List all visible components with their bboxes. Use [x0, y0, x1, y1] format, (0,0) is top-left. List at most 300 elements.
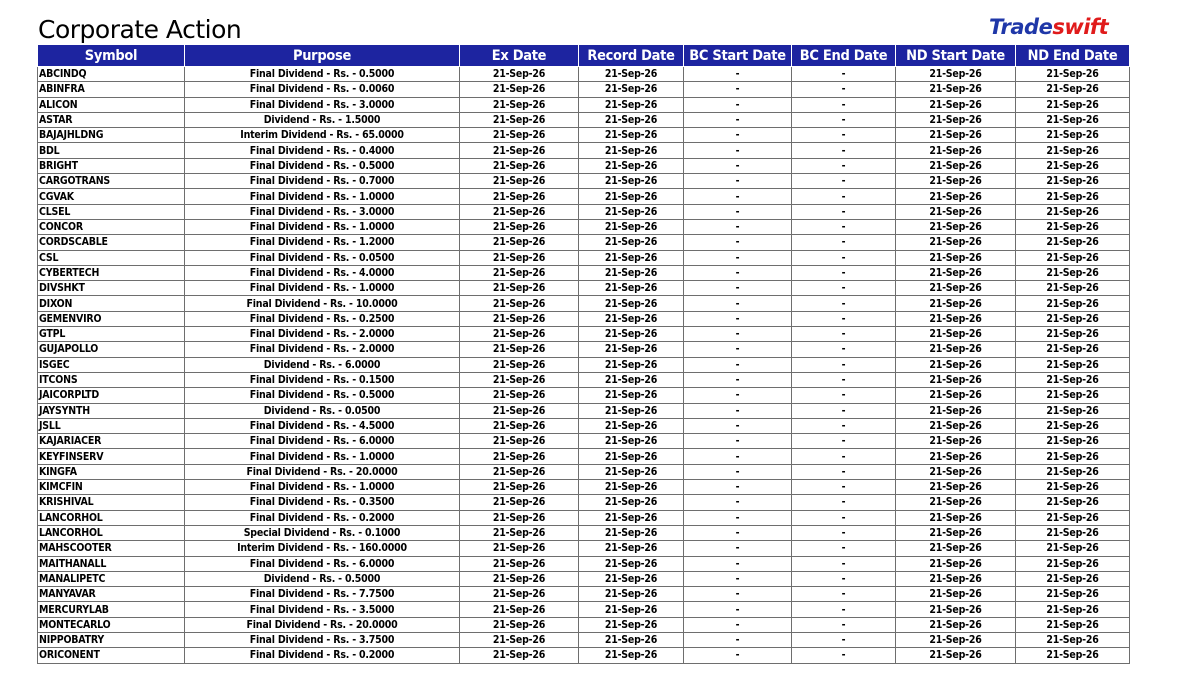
table-header-row — [38, 45, 1130, 67]
nd-end-date-cell: 21-Sep-26 — [1016, 571, 1130, 586]
record-date-cell: 21-Sep-26 — [579, 158, 684, 173]
nd-end-date-cell: 21-Sep-26 — [1016, 281, 1130, 296]
bc-start-date-cell: - — [684, 403, 792, 418]
ex-date-cell: 21-Sep-26 — [460, 388, 579, 403]
record-date-cell: 21-Sep-26 — [579, 434, 684, 449]
symbol-cell: DIVSHKT — [38, 281, 185, 296]
nd-start-date-cell: 21-Sep-26 — [896, 372, 1016, 387]
symbol-cell: BDL — [38, 143, 185, 158]
symbol-cell: MERCURYLAB — [38, 602, 185, 617]
ex-date-cell: 21-Sep-26 — [460, 418, 579, 433]
symbol-cell: KRISHIVAL — [38, 495, 185, 510]
purpose-cell: Final Dividend - Rs. - 6.0000 — [185, 434, 460, 449]
symbol-cell: GTPL — [38, 327, 185, 342]
table-row — [38, 480, 1130, 495]
record-date-cell: 21-Sep-26 — [579, 311, 684, 326]
table-row — [38, 632, 1130, 647]
bc-end-date-cell: - — [792, 357, 896, 372]
bc-start-date-cell: - — [684, 418, 792, 433]
bc-start-date-cell: - — [684, 434, 792, 449]
symbol-cell: NIPPOBATRY — [38, 632, 185, 647]
nd-end-date-cell: 21-Sep-26 — [1016, 617, 1130, 632]
record-date-cell: 21-Sep-26 — [579, 510, 684, 525]
bc-start-date-cell: - — [684, 357, 792, 372]
bc-end-date-cell: - — [792, 219, 896, 234]
bc-end-date-cell: - — [792, 174, 896, 189]
record-date-cell: 21-Sep-26 — [579, 204, 684, 219]
bc-start-date-cell: - — [684, 602, 792, 617]
ex-date-cell: 21-Sep-26 — [460, 82, 579, 97]
ex-date-cell: 21-Sep-26 — [460, 281, 579, 296]
brand-logo-accent: swift — [1052, 15, 1109, 39]
nd-start-date-cell: 21-Sep-26 — [896, 648, 1016, 663]
table-row — [38, 97, 1130, 112]
nd-end-date-cell: 21-Sep-26 — [1016, 128, 1130, 143]
record-date-cell: 21-Sep-26 — [579, 67, 684, 82]
nd-end-date-cell: 21-Sep-26 — [1016, 250, 1130, 265]
record-date-cell: 21-Sep-26 — [579, 342, 684, 357]
nd-start-date-cell: 21-Sep-26 — [896, 556, 1016, 571]
bc-start-date-cell: - — [684, 388, 792, 403]
nd-start-date-cell: 21-Sep-26 — [896, 219, 1016, 234]
nd-start-date-cell: 21-Sep-26 — [896, 541, 1016, 556]
bc-start-date-cell: - — [684, 204, 792, 219]
table-row — [38, 388, 1130, 403]
bc-end-date-cell: - — [792, 434, 896, 449]
record-date-cell: 21-Sep-26 — [579, 464, 684, 479]
nd-start-date-cell: 21-Sep-26 — [896, 449, 1016, 464]
record-date-cell: 21-Sep-26 — [579, 189, 684, 204]
nd-end-date-cell: 21-Sep-26 — [1016, 296, 1130, 311]
table-row — [38, 357, 1130, 372]
record-date-cell: 21-Sep-26 — [579, 632, 684, 647]
bc-start-date-cell: - — [684, 67, 792, 82]
nd-start-date-cell: 21-Sep-26 — [896, 342, 1016, 357]
ex-date-cell: 21-Sep-26 — [460, 158, 579, 173]
purpose-cell: Final Dividend - Rs. - 1.0000 — [185, 189, 460, 204]
bc-start-date-cell: - — [684, 327, 792, 342]
bc-end-date-cell: - — [792, 97, 896, 112]
nd-end-date-cell: 21-Sep-26 — [1016, 510, 1130, 525]
purpose-cell: Final Dividend - Rs. - 20.0000 — [185, 464, 460, 479]
table-row — [38, 235, 1130, 250]
ex-date-cell: 21-Sep-26 — [460, 464, 579, 479]
bc-start-date-cell: - — [684, 265, 792, 280]
purpose-cell: Final Dividend - Rs. - 0.3500 — [185, 495, 460, 510]
table-row — [38, 495, 1130, 510]
bc-end-date-cell: - — [792, 265, 896, 280]
ex-date-cell: 21-Sep-26 — [460, 648, 579, 663]
ex-date-cell: 21-Sep-26 — [460, 525, 579, 540]
nd-start-date-cell: 21-Sep-26 — [896, 235, 1016, 250]
bc-start-date-cell: - — [684, 571, 792, 586]
table-row — [38, 587, 1130, 602]
bc-end-date-cell: - — [792, 525, 896, 540]
corporate-action-table — [37, 44, 1130, 664]
nd-end-date-cell: 21-Sep-26 — [1016, 311, 1130, 326]
ex-date-cell: 21-Sep-26 — [460, 541, 579, 556]
bc-start-date-cell: - — [684, 311, 792, 326]
symbol-cell: JSLL — [38, 418, 185, 433]
record-date-cell: 21-Sep-26 — [579, 219, 684, 234]
ex-date-cell: 21-Sep-26 — [460, 174, 579, 189]
bc-end-date-cell: - — [792, 128, 896, 143]
column-header-nd-end-date: ND End Date — [1016, 45, 1130, 67]
bc-start-date-cell: - — [684, 556, 792, 571]
symbol-cell: ISGEC — [38, 357, 185, 372]
brand-logo-main: Trade — [989, 15, 1053, 39]
symbol-cell: LANCORHOL — [38, 510, 185, 525]
bc-end-date-cell: - — [792, 602, 896, 617]
nd-end-date-cell: 21-Sep-26 — [1016, 67, 1130, 82]
nd-end-date-cell: 21-Sep-26 — [1016, 464, 1130, 479]
table-row — [38, 510, 1130, 525]
ex-date-cell: 21-Sep-26 — [460, 311, 579, 326]
record-date-cell: 21-Sep-26 — [579, 327, 684, 342]
bc-end-date-cell: - — [792, 464, 896, 479]
nd-end-date-cell: 21-Sep-26 — [1016, 327, 1130, 342]
record-date-cell: 21-Sep-26 — [579, 648, 684, 663]
bc-end-date-cell: - — [792, 495, 896, 510]
bc-start-date-cell: - — [684, 112, 792, 127]
table-row — [38, 158, 1130, 173]
symbol-cell: MAITHANALL — [38, 556, 185, 571]
record-date-cell: 21-Sep-26 — [579, 143, 684, 158]
ex-date-cell: 21-Sep-26 — [460, 219, 579, 234]
purpose-cell: Final Dividend - Rs. - 3.7500 — [185, 632, 460, 647]
record-date-cell: 21-Sep-26 — [579, 357, 684, 372]
nd-end-date-cell: 21-Sep-26 — [1016, 449, 1130, 464]
symbol-cell: ORICONENT — [38, 648, 185, 663]
nd-end-date-cell: 21-Sep-26 — [1016, 112, 1130, 127]
nd-end-date-cell: 21-Sep-26 — [1016, 219, 1130, 234]
bc-start-date-cell: - — [684, 143, 792, 158]
nd-start-date-cell: 21-Sep-26 — [896, 128, 1016, 143]
symbol-cell: CARGOTRANS — [38, 174, 185, 189]
nd-end-date-cell: 21-Sep-26 — [1016, 174, 1130, 189]
nd-start-date-cell: 21-Sep-26 — [896, 311, 1016, 326]
record-date-cell: 21-Sep-26 — [579, 250, 684, 265]
purpose-cell: Final Dividend - Rs. - 0.0500 — [185, 250, 460, 265]
ex-date-cell: 21-Sep-26 — [460, 556, 579, 571]
bc-end-date-cell: - — [792, 189, 896, 204]
record-date-cell: 21-Sep-26 — [579, 174, 684, 189]
nd-end-date-cell: 21-Sep-26 — [1016, 480, 1130, 495]
column-header-purpose: Purpose — [185, 45, 460, 67]
bc-end-date-cell: - — [792, 82, 896, 97]
purpose-cell: Final Dividend - Rs. - 20.0000 — [185, 617, 460, 632]
nd-end-date-cell: 21-Sep-26 — [1016, 632, 1130, 647]
nd-start-date-cell: 21-Sep-26 — [896, 617, 1016, 632]
bc-end-date-cell: - — [792, 296, 896, 311]
symbol-cell: CLSEL — [38, 204, 185, 219]
ex-date-cell: 21-Sep-26 — [460, 265, 579, 280]
nd-start-date-cell: 21-Sep-26 — [896, 189, 1016, 204]
purpose-cell: Final Dividend - Rs. - 0.0060 — [185, 82, 460, 97]
bc-end-date-cell: - — [792, 648, 896, 663]
table-row — [38, 143, 1130, 158]
purpose-cell: Final Dividend - Rs. - 6.0000 — [185, 556, 460, 571]
nd-start-date-cell: 21-Sep-26 — [896, 434, 1016, 449]
record-date-cell: 21-Sep-26 — [579, 571, 684, 586]
record-date-cell: 21-Sep-26 — [579, 617, 684, 632]
bc-start-date-cell: - — [684, 632, 792, 647]
symbol-cell: BRIGHT — [38, 158, 185, 173]
purpose-cell: Final Dividend - Rs. - 2.0000 — [185, 327, 460, 342]
nd-start-date-cell: 21-Sep-26 — [896, 480, 1016, 495]
purpose-cell: Final Dividend - Rs. - 4.5000 — [185, 418, 460, 433]
ex-date-cell: 21-Sep-26 — [460, 403, 579, 418]
record-date-cell: 21-Sep-26 — [579, 128, 684, 143]
nd-start-date-cell: 21-Sep-26 — [896, 571, 1016, 586]
nd-end-date-cell: 21-Sep-26 — [1016, 495, 1130, 510]
ex-date-cell: 21-Sep-26 — [460, 235, 579, 250]
nd-end-date-cell: 21-Sep-26 — [1016, 265, 1130, 280]
nd-start-date-cell: 21-Sep-26 — [896, 82, 1016, 97]
ex-date-cell: 21-Sep-26 — [460, 250, 579, 265]
table-row — [38, 602, 1130, 617]
bc-start-date-cell: - — [684, 495, 792, 510]
record-date-cell: 21-Sep-26 — [579, 541, 684, 556]
record-date-cell: 21-Sep-26 — [579, 602, 684, 617]
bc-start-date-cell: - — [684, 342, 792, 357]
purpose-cell: Final Dividend - Rs. - 3.0000 — [185, 97, 460, 112]
column-header-nd-start-date: ND Start Date — [896, 45, 1016, 67]
symbol-cell: CSL — [38, 250, 185, 265]
bc-end-date-cell: - — [792, 311, 896, 326]
bc-start-date-cell: - — [684, 296, 792, 311]
purpose-cell: Dividend - Rs. - 0.5000 — [185, 571, 460, 586]
purpose-cell: Special Dividend - Rs. - 0.1000 — [185, 525, 460, 540]
bc-start-date-cell: - — [684, 128, 792, 143]
purpose-cell: Final Dividend - Rs. - 0.4000 — [185, 143, 460, 158]
nd-end-date-cell: 21-Sep-26 — [1016, 434, 1130, 449]
record-date-cell: 21-Sep-26 — [579, 372, 684, 387]
ex-date-cell: 21-Sep-26 — [460, 617, 579, 632]
ex-date-cell: 21-Sep-26 — [460, 128, 579, 143]
nd-end-date-cell: 21-Sep-26 — [1016, 525, 1130, 540]
nd-start-date-cell: 21-Sep-26 — [896, 67, 1016, 82]
bc-start-date-cell: - — [684, 587, 792, 602]
bc-end-date-cell: - — [792, 158, 896, 173]
bc-end-date-cell: - — [792, 632, 896, 647]
purpose-cell: Final Dividend - Rs. - 0.5000 — [185, 388, 460, 403]
nd-start-date-cell: 21-Sep-26 — [896, 250, 1016, 265]
ex-date-cell: 21-Sep-26 — [460, 510, 579, 525]
bc-end-date-cell: - — [792, 541, 896, 556]
ex-date-cell: 21-Sep-26 — [460, 571, 579, 586]
symbol-cell: KEYFINSERV — [38, 449, 185, 464]
purpose-cell: Final Dividend - Rs. - 0.2500 — [185, 311, 460, 326]
table-row — [38, 128, 1130, 143]
bc-end-date-cell: - — [792, 418, 896, 433]
bc-start-date-cell: - — [684, 250, 792, 265]
table-row — [38, 372, 1130, 387]
purpose-cell: Final Dividend - Rs. - 3.0000 — [185, 204, 460, 219]
bc-start-date-cell: - — [684, 648, 792, 663]
table-row — [38, 327, 1130, 342]
purpose-cell: Final Dividend - Rs. - 3.5000 — [185, 602, 460, 617]
nd-start-date-cell: 21-Sep-26 — [896, 602, 1016, 617]
nd-start-date-cell: 21-Sep-26 — [896, 327, 1016, 342]
symbol-cell: MANYAVAR — [38, 587, 185, 602]
purpose-cell: Final Dividend - Rs. - 1.0000 — [185, 219, 460, 234]
nd-start-date-cell: 21-Sep-26 — [896, 112, 1016, 127]
column-header-symbol: Symbol — [38, 45, 185, 67]
bc-start-date-cell: - — [684, 510, 792, 525]
nd-end-date-cell: 21-Sep-26 — [1016, 342, 1130, 357]
column-header-bc-start-date: BC Start Date — [684, 45, 792, 67]
symbol-cell: KIMCFIN — [38, 480, 185, 495]
table-row — [38, 311, 1130, 326]
nd-end-date-cell: 21-Sep-26 — [1016, 372, 1130, 387]
symbol-cell: KAJARIACER — [38, 434, 185, 449]
record-date-cell: 21-Sep-26 — [579, 281, 684, 296]
record-date-cell: 21-Sep-26 — [579, 556, 684, 571]
purpose-cell: Final Dividend - Rs. - 0.7000 — [185, 174, 460, 189]
bc-end-date-cell: - — [792, 480, 896, 495]
bc-start-date-cell: - — [684, 189, 792, 204]
nd-start-date-cell: 21-Sep-26 — [896, 158, 1016, 173]
symbol-cell: JAYSYNTH — [38, 403, 185, 418]
nd-start-date-cell: 21-Sep-26 — [896, 403, 1016, 418]
nd-end-date-cell: 21-Sep-26 — [1016, 556, 1130, 571]
symbol-cell: KINGFA — [38, 464, 185, 479]
ex-date-cell: 21-Sep-26 — [460, 97, 579, 112]
column-header-ex-date: Ex Date — [460, 45, 579, 67]
nd-start-date-cell: 21-Sep-26 — [896, 632, 1016, 647]
nd-start-date-cell: 21-Sep-26 — [896, 587, 1016, 602]
nd-end-date-cell: 21-Sep-26 — [1016, 82, 1130, 97]
bc-start-date-cell: - — [684, 372, 792, 387]
brand-logo — [989, 12, 1108, 42]
nd-start-date-cell: 21-Sep-26 — [896, 204, 1016, 219]
purpose-cell: Final Dividend - Rs. - 0.2000 — [185, 648, 460, 663]
table-row — [38, 265, 1130, 280]
ex-date-cell: 21-Sep-26 — [460, 143, 579, 158]
bc-end-date-cell: - — [792, 143, 896, 158]
bc-end-date-cell: - — [792, 235, 896, 250]
nd-start-date-cell: 21-Sep-26 — [896, 174, 1016, 189]
bc-end-date-cell: - — [792, 510, 896, 525]
symbol-cell: JAICORPLTD — [38, 388, 185, 403]
ex-date-cell: 21-Sep-26 — [460, 587, 579, 602]
symbol-cell: ITCONS — [38, 372, 185, 387]
table-row — [38, 250, 1130, 265]
bc-start-date-cell: - — [684, 158, 792, 173]
nd-start-date-cell: 21-Sep-26 — [896, 265, 1016, 280]
nd-end-date-cell: 21-Sep-26 — [1016, 587, 1130, 602]
table-row — [38, 296, 1130, 311]
record-date-cell: 21-Sep-26 — [579, 97, 684, 112]
nd-end-date-cell: 21-Sep-26 — [1016, 189, 1130, 204]
bc-end-date-cell: - — [792, 571, 896, 586]
bc-end-date-cell: - — [792, 372, 896, 387]
nd-end-date-cell: 21-Sep-26 — [1016, 158, 1130, 173]
ex-date-cell: 21-Sep-26 — [460, 632, 579, 647]
purpose-cell: Final Dividend - Rs. - 1.0000 — [185, 449, 460, 464]
ex-date-cell: 21-Sep-26 — [460, 449, 579, 464]
nd-start-date-cell: 21-Sep-26 — [896, 418, 1016, 433]
nd-start-date-cell: 21-Sep-26 — [896, 464, 1016, 479]
record-date-cell: 21-Sep-26 — [579, 403, 684, 418]
purpose-cell: Final Dividend - Rs. - 0.2000 — [185, 510, 460, 525]
symbol-cell: MANALIPETC — [38, 571, 185, 586]
bc-start-date-cell: - — [684, 617, 792, 632]
purpose-cell: Interim Dividend - Rs. - 65.0000 — [185, 128, 460, 143]
bc-end-date-cell: - — [792, 281, 896, 296]
purpose-cell: Final Dividend - Rs. - 0.1500 — [185, 372, 460, 387]
nd-start-date-cell: 21-Sep-26 — [896, 525, 1016, 540]
bc-end-date-cell: - — [792, 449, 896, 464]
nd-end-date-cell: 21-Sep-26 — [1016, 357, 1130, 372]
record-date-cell: 21-Sep-26 — [579, 296, 684, 311]
purpose-cell: Interim Dividend - Rs. - 160.0000 — [185, 541, 460, 556]
bc-start-date-cell: - — [684, 449, 792, 464]
nd-end-date-cell: 21-Sep-26 — [1016, 602, 1130, 617]
symbol-cell: ASTAR — [38, 112, 185, 127]
record-date-cell: 21-Sep-26 — [579, 418, 684, 433]
symbol-cell: ALICON — [38, 97, 185, 112]
purpose-cell: Dividend - Rs. - 1.5000 — [185, 112, 460, 127]
ex-date-cell: 21-Sep-26 — [460, 112, 579, 127]
ex-date-cell: 21-Sep-26 — [460, 602, 579, 617]
record-date-cell: 21-Sep-26 — [579, 587, 684, 602]
table-row — [38, 342, 1130, 357]
table-row — [38, 281, 1130, 296]
bc-end-date-cell: - — [792, 388, 896, 403]
table-row — [38, 189, 1130, 204]
nd-end-date-cell: 21-Sep-26 — [1016, 143, 1130, 158]
nd-end-date-cell: 21-Sep-26 — [1016, 418, 1130, 433]
nd-start-date-cell: 21-Sep-26 — [896, 388, 1016, 403]
bc-start-date-cell: - — [684, 235, 792, 250]
nd-end-date-cell: 21-Sep-26 — [1016, 97, 1130, 112]
nd-start-date-cell: 21-Sep-26 — [896, 495, 1016, 510]
ex-date-cell: 21-Sep-26 — [460, 296, 579, 311]
record-date-cell: 21-Sep-26 — [579, 388, 684, 403]
bc-end-date-cell: - — [792, 587, 896, 602]
record-date-cell: 21-Sep-26 — [579, 235, 684, 250]
nd-start-date-cell: 21-Sep-26 — [896, 97, 1016, 112]
nd-end-date-cell: 21-Sep-26 — [1016, 204, 1130, 219]
record-date-cell: 21-Sep-26 — [579, 112, 684, 127]
nd-end-date-cell: 21-Sep-26 — [1016, 403, 1130, 418]
bc-start-date-cell: - — [684, 219, 792, 234]
bc-start-date-cell: - — [684, 541, 792, 556]
bc-start-date-cell: - — [684, 525, 792, 540]
bc-start-date-cell: - — [684, 82, 792, 97]
symbol-cell: LANCORHOL — [38, 525, 185, 540]
nd-end-date-cell: 21-Sep-26 — [1016, 541, 1130, 556]
symbol-cell: GUJAPOLLO — [38, 342, 185, 357]
symbol-cell: MAHSCOOTER — [38, 541, 185, 556]
table-row — [38, 648, 1130, 663]
table-row — [38, 571, 1130, 586]
nd-end-date-cell: 21-Sep-26 — [1016, 648, 1130, 663]
ex-date-cell: 21-Sep-26 — [460, 327, 579, 342]
record-date-cell: 21-Sep-26 — [579, 495, 684, 510]
bc-start-date-cell: - — [684, 480, 792, 495]
bc-end-date-cell: - — [792, 250, 896, 265]
purpose-cell: Dividend - Rs. - 0.0500 — [185, 403, 460, 418]
ex-date-cell: 21-Sep-26 — [460, 204, 579, 219]
table-row — [38, 556, 1130, 571]
ex-date-cell: 21-Sep-26 — [460, 372, 579, 387]
symbol-cell: MONTECARLO — [38, 617, 185, 632]
table-row — [38, 112, 1130, 127]
ex-date-cell: 21-Sep-26 — [460, 67, 579, 82]
